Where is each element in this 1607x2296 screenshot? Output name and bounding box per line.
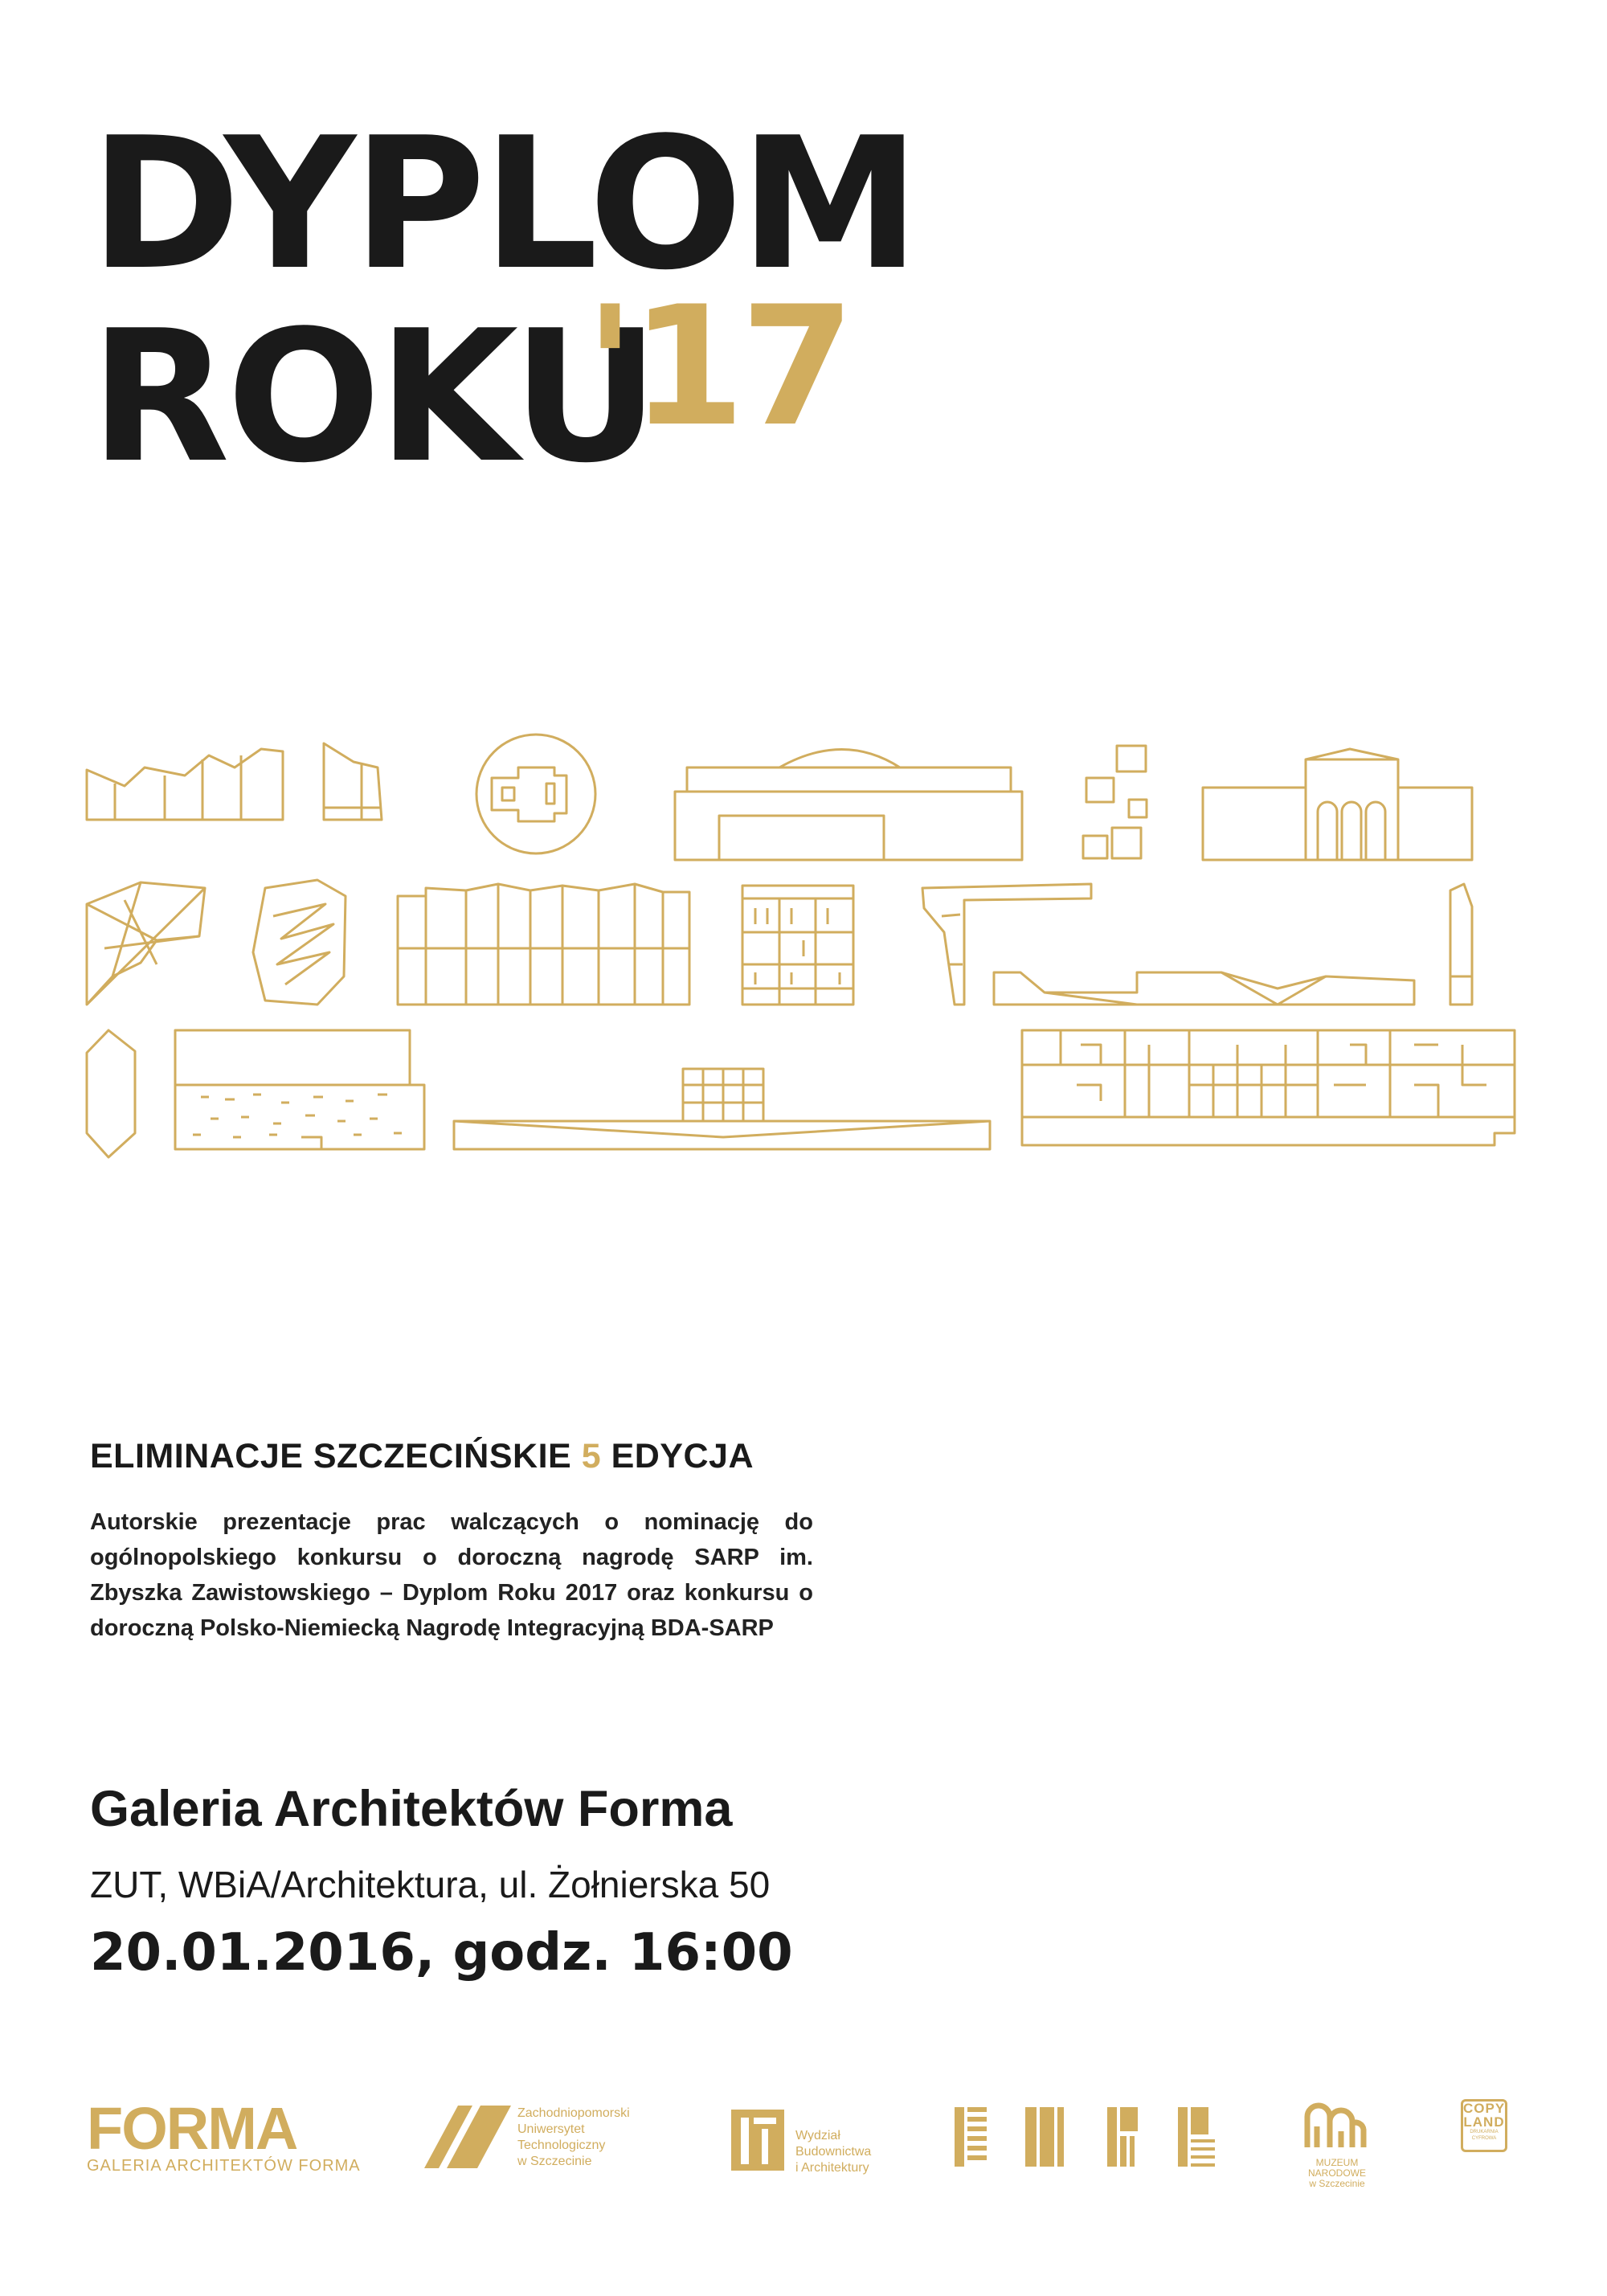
- zut-line-4: w Szczecinie: [517, 2155, 592, 2168]
- forma-logo-tagline: GALERIA ARCHITEKTÓW FORMA: [87, 2157, 361, 2175]
- wbia-line-1: Wydział: [795, 2129, 840, 2143]
- crystal-stone-drawing: [87, 1030, 135, 1157]
- title-line-2: ROKU: [90, 292, 656, 503]
- cantilever-drawing: [922, 884, 1091, 1005]
- edition-number: 5: [581, 1437, 602, 1475]
- copyland-logo: [1461, 2099, 1507, 2152]
- copyland-line-2: LAND: [1463, 2114, 1505, 2130]
- title-line-1: DYPLOM: [90, 99, 918, 310]
- venue-address: ZUT, WBiA/Architektura, ul. Żołnierska 50: [90, 1864, 771, 1905]
- zut-line-3: Technologiczny: [517, 2138, 606, 2152]
- museum-mark-icon: [1301, 2102, 1373, 2151]
- perforated-box-drawing: [175, 1030, 424, 1149]
- block-facade-drawing: [1022, 1030, 1515, 1145]
- dome-hall-drawing: [675, 750, 1022, 861]
- arched-building-drawing: [1203, 749, 1472, 860]
- zut-university-logo: [416, 2104, 630, 2170]
- stone-crack-drawing: [253, 880, 346, 1005]
- bookcase-facade-drawing: [742, 886, 853, 1005]
- wbia-line-2: Budownictwa: [795, 2145, 872, 2159]
- cubes-drawing: [1083, 746, 1147, 858]
- sarp-mark-icon: [955, 2104, 1220, 2170]
- subtitle-text-before: ELIMINACJE SZCZECIŃSKIE: [90, 1437, 572, 1475]
- wbia-mark-icon: [730, 2108, 786, 2172]
- muzeum-narodowe-logo: [1289, 2102, 1385, 2189]
- forma-gallery-logo: [87, 2095, 361, 2175]
- bridge-building-drawing: [454, 1069, 990, 1149]
- forma-logo-wordmark: FORMA: [87, 2095, 297, 2162]
- muzeum-line-2: w Szczecinie: [1309, 2178, 1365, 2189]
- event-datetime: 20.01.2016, godz. 16:00: [90, 1923, 793, 1983]
- tower-sliver-drawing: [1450, 884, 1472, 1005]
- title-year: '17: [585, 272, 851, 463]
- venue-name: Galeria Architektów Forma: [90, 1781, 733, 1837]
- crystal-shards-drawing: [87, 882, 205, 1005]
- zut-line-2: Uniwersytet: [517, 2122, 585, 2136]
- copyland-line-1: COPY: [1463, 2101, 1506, 2116]
- wbia-faculty-logo: [730, 2104, 871, 2176]
- glass-panels-drawing: [398, 884, 689, 1005]
- event-description: Autorskie prezentacje prac walczących o nominację do ogólnopolskiego konkursu o doroczną nagrodę SARP im. Zbyszka Zawistowskiego – Dyplom Roku 2017 oraz konkursu o doroczną Polsko-Niemiecką Nagrodę Integracyjną BDA-SARP: [90, 1509, 813, 1641]
- subtitle-text-after: EDYCJA: [611, 1437, 754, 1475]
- philharmonic-drawing: [87, 743, 382, 820]
- zut-mark-icon: [416, 2104, 513, 2170]
- sarp-logo: [955, 2104, 1220, 2174]
- wbia-line-3: i Architektury: [795, 2161, 869, 2175]
- zut-line-1: Zachodniopomorski: [517, 2106, 630, 2120]
- round-plan-drawing: [476, 735, 595, 853]
- low-waveform-drawing: [994, 972, 1414, 1005]
- muzeum-line-1: MUZEUM NARODOWE: [1308, 2157, 1366, 2179]
- copyland-small: DRUKARNIA CYFROWA: [1470, 2130, 1499, 2141]
- event-subtitle: [90, 1437, 754, 1476]
